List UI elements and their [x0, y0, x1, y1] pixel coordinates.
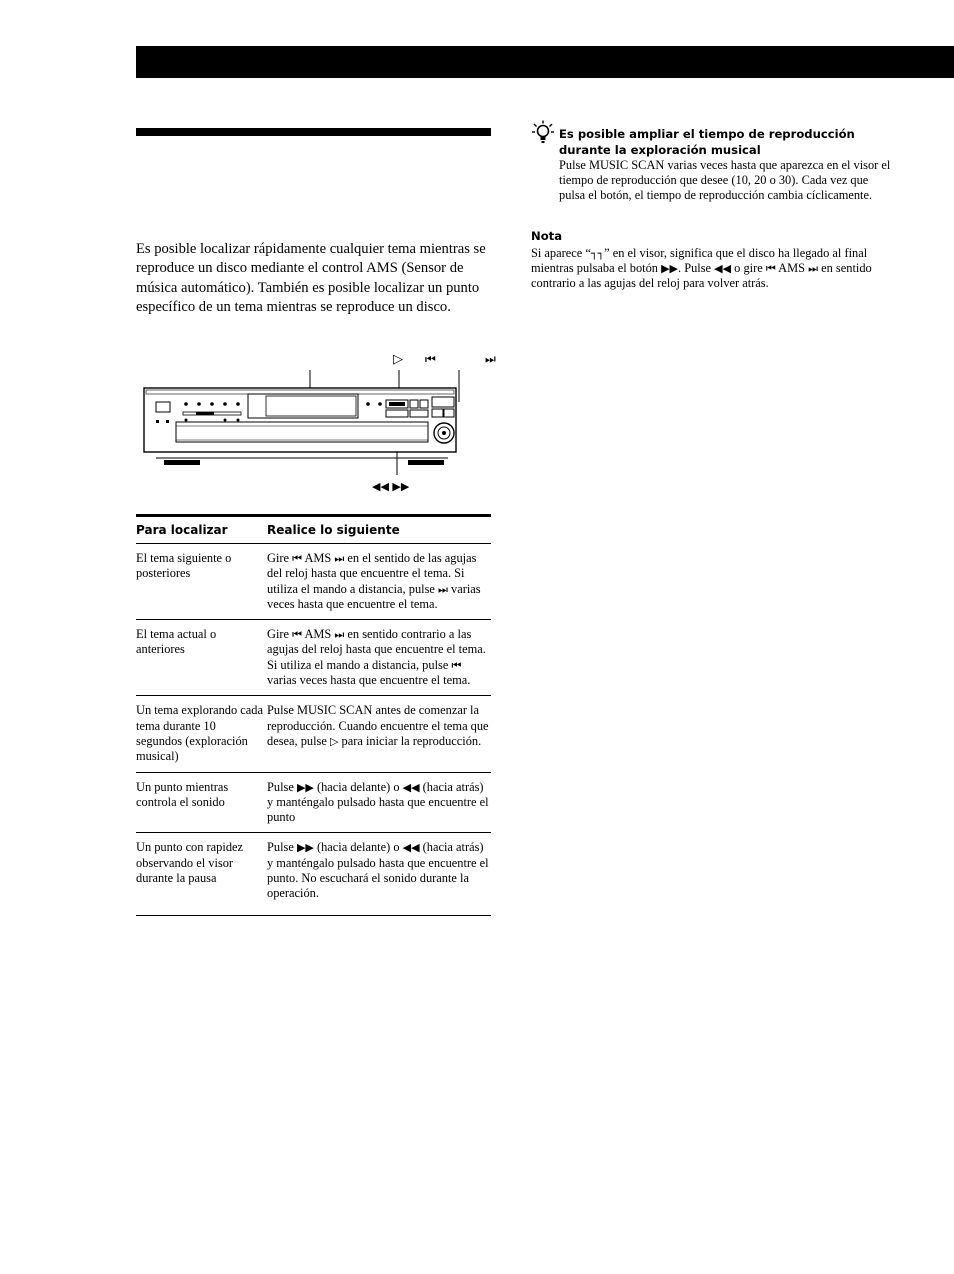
- label-search: ◀◀ ▶▶: [372, 480, 410, 493]
- next-track-icon: ⏭: [808, 262, 819, 275]
- table-header: [136, 517, 491, 544]
- next-track-icon: ⏭: [334, 628, 345, 642]
- table-header-col2: Realice lo siguiente: [267, 523, 400, 537]
- table-cell-target: El tema siguiente o posteriores: [136, 551, 232, 581]
- fast-forward-icon: ▶▶: [296, 780, 314, 794]
- tip-title: Es posible ampliar el tiempo de reproducción durante la exploración musical: [559, 127, 855, 157]
- tip-body: Pulse MUSIC SCAN varias veces hasta que aparezca en el visor el tiempo de reproducción que desee (10, 20 o 30). Cada vez que pulsa el botón, el tiempo de reproducción cambia cíclicamente.: [559, 158, 891, 202]
- cd-player-illustration: [136, 350, 516, 500]
- header-bar: [136, 46, 954, 78]
- prev-track-icon: ⏮: [451, 658, 462, 672]
- table-cell-target: El tema actual o anteriores: [136, 627, 217, 657]
- note-title: Nota: [531, 229, 563, 243]
- next-track-icon: ⏭: [438, 582, 448, 596]
- lightbulb-icon: [532, 120, 554, 146]
- prev-track-icon: ⏮: [292, 552, 303, 565]
- table-header-col1: Para localizar: [136, 523, 228, 537]
- table-cell-target: Un punto con rapidez observando el visor durante la pausa: [136, 840, 244, 886]
- prev-track-icon: ⏮: [292, 628, 303, 642]
- cd-player-drawing: [136, 350, 516, 500]
- table-row: [136, 773, 491, 834]
- rewind-icon: ◀◀: [714, 262, 732, 275]
- note-body: Si aparece “┐┐” en el visor, significa que el disco ha llegado al final mientras pulsaba el botón ▶▶. Pulse ◀◀ o gire ⏮ AMS ⏭ en sentido contrario a las agujas del reloj para volver atrás.: [531, 246, 872, 290]
- fast-forward-icon: ▶▶: [296, 841, 314, 855]
- label-prev-track: ⏮: [425, 352, 436, 366]
- rewind-icon: ◀◀: [402, 841, 420, 855]
- fast-forward-icon: ▶▶: [661, 262, 678, 275]
- locate-table: [136, 514, 491, 916]
- table-cell-action: Pulse ▶▶ (hacia delante) o ◀◀ (hacia atrás) y manténgalo pulsado hasta que encuentre el punto: [267, 779, 489, 825]
- table-cell-target: Un punto mientras controla el sonido: [136, 779, 229, 809]
- table-cell-target: Un tema explorando cada tema durante 10 segundos (exploración musical): [136, 703, 263, 764]
- table-row: [136, 696, 491, 772]
- next-track-icon: ⏭: [334, 552, 345, 565]
- table-cell-action: Gire ⏮ AMS ⏭ en sentido contrario a las agujas del reloj hasta que encuentre el tema. Si utiliza el mando a distancia, pulse ⏮ varias veces hasta que encuentre el tema.: [267, 627, 486, 688]
- table-row: [136, 620, 491, 696]
- table-cell-action: Pulse ▶▶ (hacia delante) o ◀◀ (hacia atrás) y manténgalo pulsado hasta que encuentre el punto. No escuchará el sonido durante la operación.: [267, 840, 489, 901]
- table-row: [136, 544, 491, 620]
- label-next-track: ⏭: [485, 352, 496, 366]
- section-rule: [136, 128, 491, 136]
- table-cell-action: Gire ⏮ AMS ⏭ en el sentido de las agujas del reloj hasta que encuentre el tema. Si utiliza el mando a distancia, pulse ⏭ varias veces hasta que encuentre el tema.: [267, 551, 481, 611]
- play-icon: ▷: [329, 734, 339, 748]
- label-play: ▷: [393, 352, 403, 367]
- table-cell-action: Pulse MUSIC SCAN antes de comenzar la reproducción. Cuando encuentre el tema que desea, pulse ▷ para iniciar la reproducción.: [267, 703, 489, 748]
- table-row: [136, 833, 491, 915]
- rewind-icon: ◀◀: [402, 780, 420, 794]
- display-symbol: ┐┐: [590, 247, 605, 260]
- intro-paragraph: Es posible localizar rápidamente cualquier tema mientras se reproduce un disco mediante el control AMS (Sensor de música automático). También es posible localizar un punto específico de un tema mientras se reproduce un disco.: [136, 241, 486, 316]
- prev-track-icon: ⏮: [765, 262, 776, 275]
